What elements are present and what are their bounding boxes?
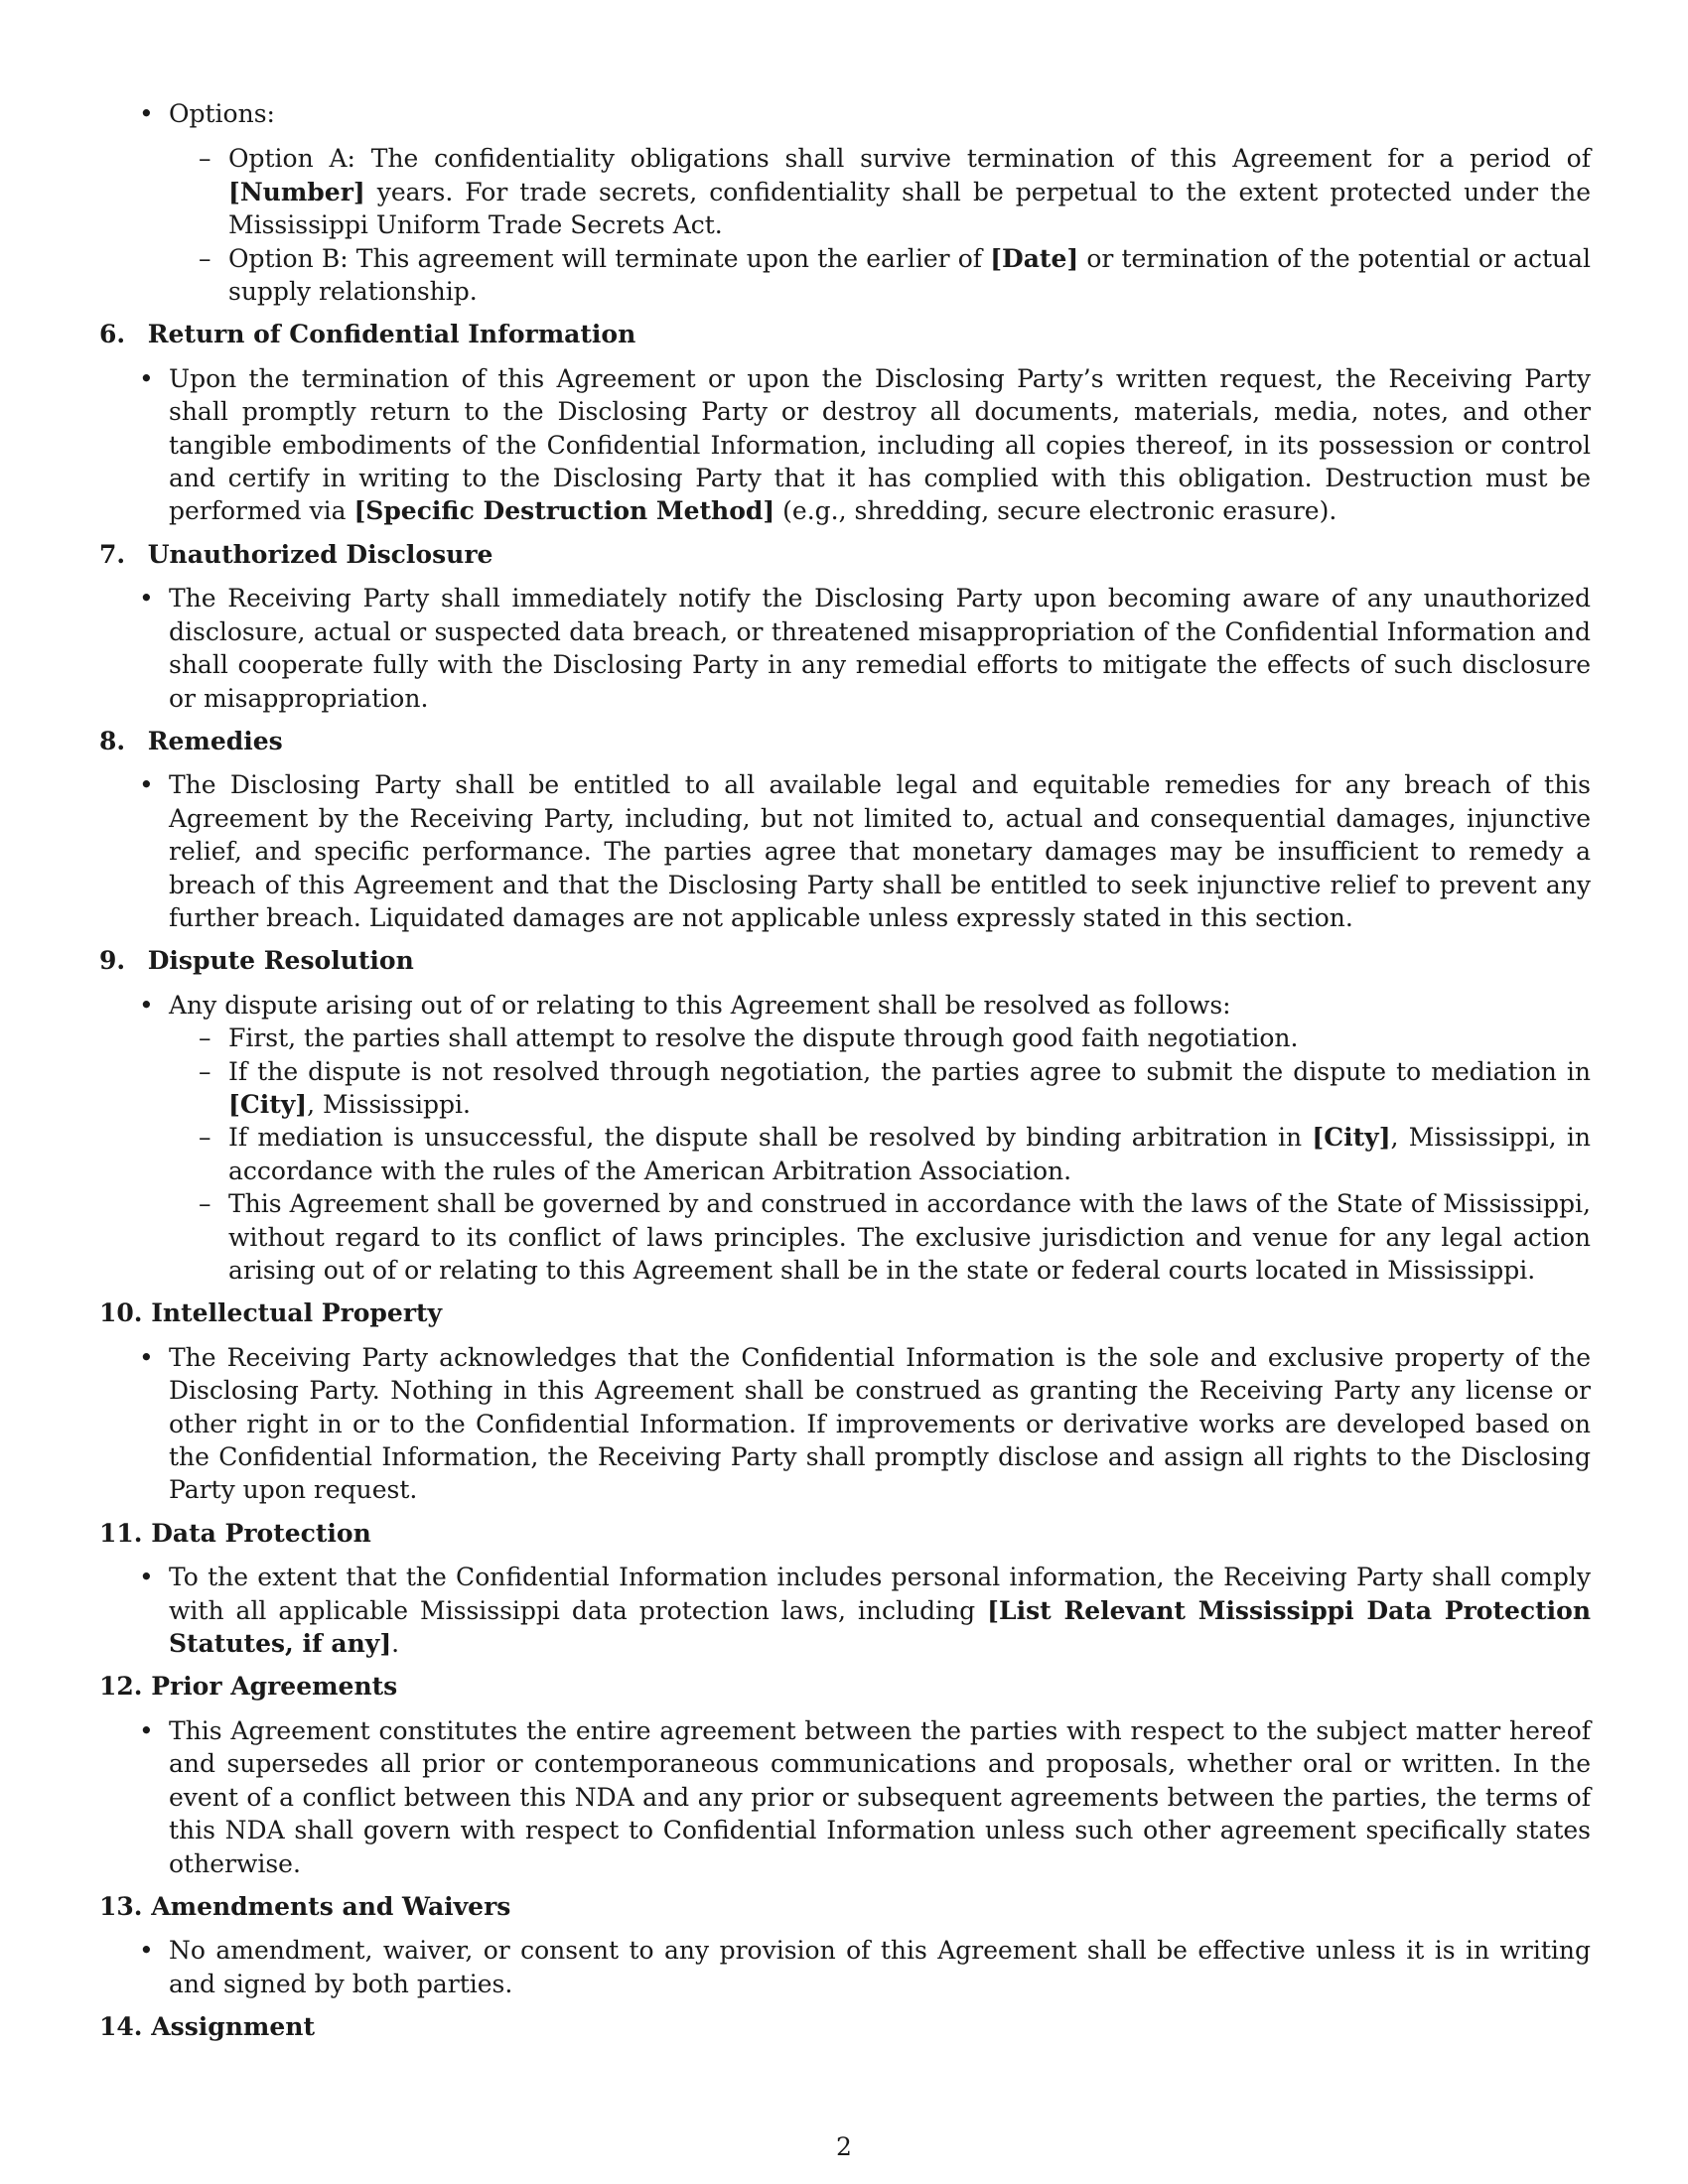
dispute-step-arbitration: – If mediation is unsuccessful, the dispute shall be resolved by binding arbitration in [City], Mississippi, in accordance with the rules of the American Arbitration Association.: [99, 1121, 1591, 1187]
document-page: [99, 97, 1591, 2055]
section-heading-assignment: 14. Assignment: [99, 2012, 316, 2042]
options-label: Options:: [169, 99, 275, 128]
city-placeholder: [City]: [1312, 1123, 1391, 1153]
section-8-text: • The Disclosing Party shall be entitled to all available legal and equitable remedies for any breach of this Agreement by the Receiving Party, including, but not limited to, actual and consequential damages, injunctive relief, and specific performance. The parties agree that monetary damages may be insufficient to remedy a breach of this Agreement and that the Disclosing Party shall be entitled to seek injunctive relief to prevent any further breach. Liquidated damages are not applicable unless expressly stated in this section.: [99, 768, 1591, 934]
option-a-item: – Option A: The confidentiality obligations shall survive termination of this Agreement for a period of [Number] years. For trade secrets, confidentiality shall be perpetual to the extent protected under the Mississippi Uniform Trade Secrets Act.: [99, 142, 1591, 241]
section-9-intro: • Any dispute arising out of or relating to this Agreement shall be resolved as follows:: [99, 989, 1591, 1022]
section-10-text: • The Receiving Party acknowledges that the Confidential Information is the sole and exclusive property of the Disclosing Party. Nothing in this Agreement shall be construed as granting the Receiving Party any license or other right in or to the Confidential Information. If improvements or derivative works are developed based on the Confidential Information, the Receiving Party shall promptly disclose and assign all rights to the Disclosing Party upon request.: [99, 1341, 1591, 1507]
section-11-text: • To the extent that the Confidential Information includes personal information, the Receiving Party shall comply with all applicable Mississippi data protection laws, including [List Relevant Mississippi Data Protection Statutes, if any].: [99, 1561, 1591, 1660]
dispute-step-governing-law: – This Agreement shall be governed by and construed in accordance with the laws of the State of Mississippi, without regard to its conflict of laws principles. The exclusive jurisdiction and venue for any legal action arising out of or relating to this Agreement shall be in the state or federal courts located in Mississippi.: [99, 1187, 1591, 1287]
destruction-method-placeholder: [Specific Destruction Method]: [353, 496, 775, 526]
section-heading-remedies: 8. Remedies: [99, 726, 283, 755]
page-number: 2: [836, 2132, 852, 2161]
section-6-text: • Upon the termination of this Agreement or upon the Disclosing Party’s written request, the Receiving Party shall promptly return to the Disclosing Party or destroy all documents, materials, media, notes, and other tangible embodiments of the Confidential Information, including all copies thereof, in its possession or control and certify in writing to the Disclosing Party that it has complied with this obligation. Destruction must be performed via [Specific Destruction Method] (e.g., shredding, secure electronic erasure).: [99, 362, 1591, 528]
dispute-step-negotiation: – First, the parties shall attempt to resolve the dispute through good faith negotiation.: [99, 1022, 1591, 1054]
options-bullet: [99, 97, 1591, 130]
section-heading-return-of-confidential-information: 6. Return of Confidential Information: [99, 320, 636, 349]
section-heading-prior-agreements: 12. Prior Agreements: [99, 1672, 398, 1702]
dispute-steps-list: [99, 1022, 1591, 1287]
city-placeholder: [City]: [228, 1089, 308, 1119]
section-heading-intellectual-property: 10. Intellectual Property: [99, 1298, 443, 1328]
section-heading-dispute-resolution: 9. Dispute Resolution: [99, 946, 414, 976]
dispute-step-mediation: – If the dispute is not resolved through negotiation, the parties agree to submit the dispute to mediation in [City], Mississippi.: [99, 1055, 1591, 1122]
option-b-item: – Option B: This agreement will terminate upon the earlier of [Date] or termination of the potential or actual supply relationship.: [99, 242, 1591, 309]
number-placeholder: [Number]: [228, 177, 365, 206]
section-heading-unauthorized-disclosure: 7. Unauthorized Disclosure: [99, 539, 493, 569]
section-heading-amendments-and-waivers: 13. Amendments and Waivers: [99, 1891, 511, 1921]
section-13-text: • No amendment, waiver, or consent to any provision of this Agreement shall be effective unless it is in writing and signed by both parties.: [99, 1934, 1591, 2000]
date-placeholder: [Date]: [990, 243, 1079, 273]
options-list: [99, 142, 1591, 308]
statutes-placeholder: [List Relevant Mississippi Data Protection Statutes, if any]: [169, 1595, 1591, 1659]
section-7-text: • The Receiving Party shall immediately notify the Disclosing Party upon becoming aware of any unauthorized disclosure, actual or suspected data breach, or threatened misappropriation of the Confidential Information and shall cooperate fully with the Disclosing Party in any remedial efforts to mitigate the effects of such disclosure or misappropriation.: [99, 582, 1591, 715]
section-12-text: • This Agreement constitutes the entire agreement between the parties with respect to the subject matter hereof and supersedes all prior or contemporaneous communications and proposals, whether oral or written. In the event of a conflict between this NDA and any prior or subsequent agreements between the parties, the terms of this NDA shall govern with respect to Confidential Information unless such other agreement specifically states otherwise.: [99, 1714, 1591, 1880]
section-heading-data-protection: 11. Data Protection: [99, 1518, 371, 1548]
